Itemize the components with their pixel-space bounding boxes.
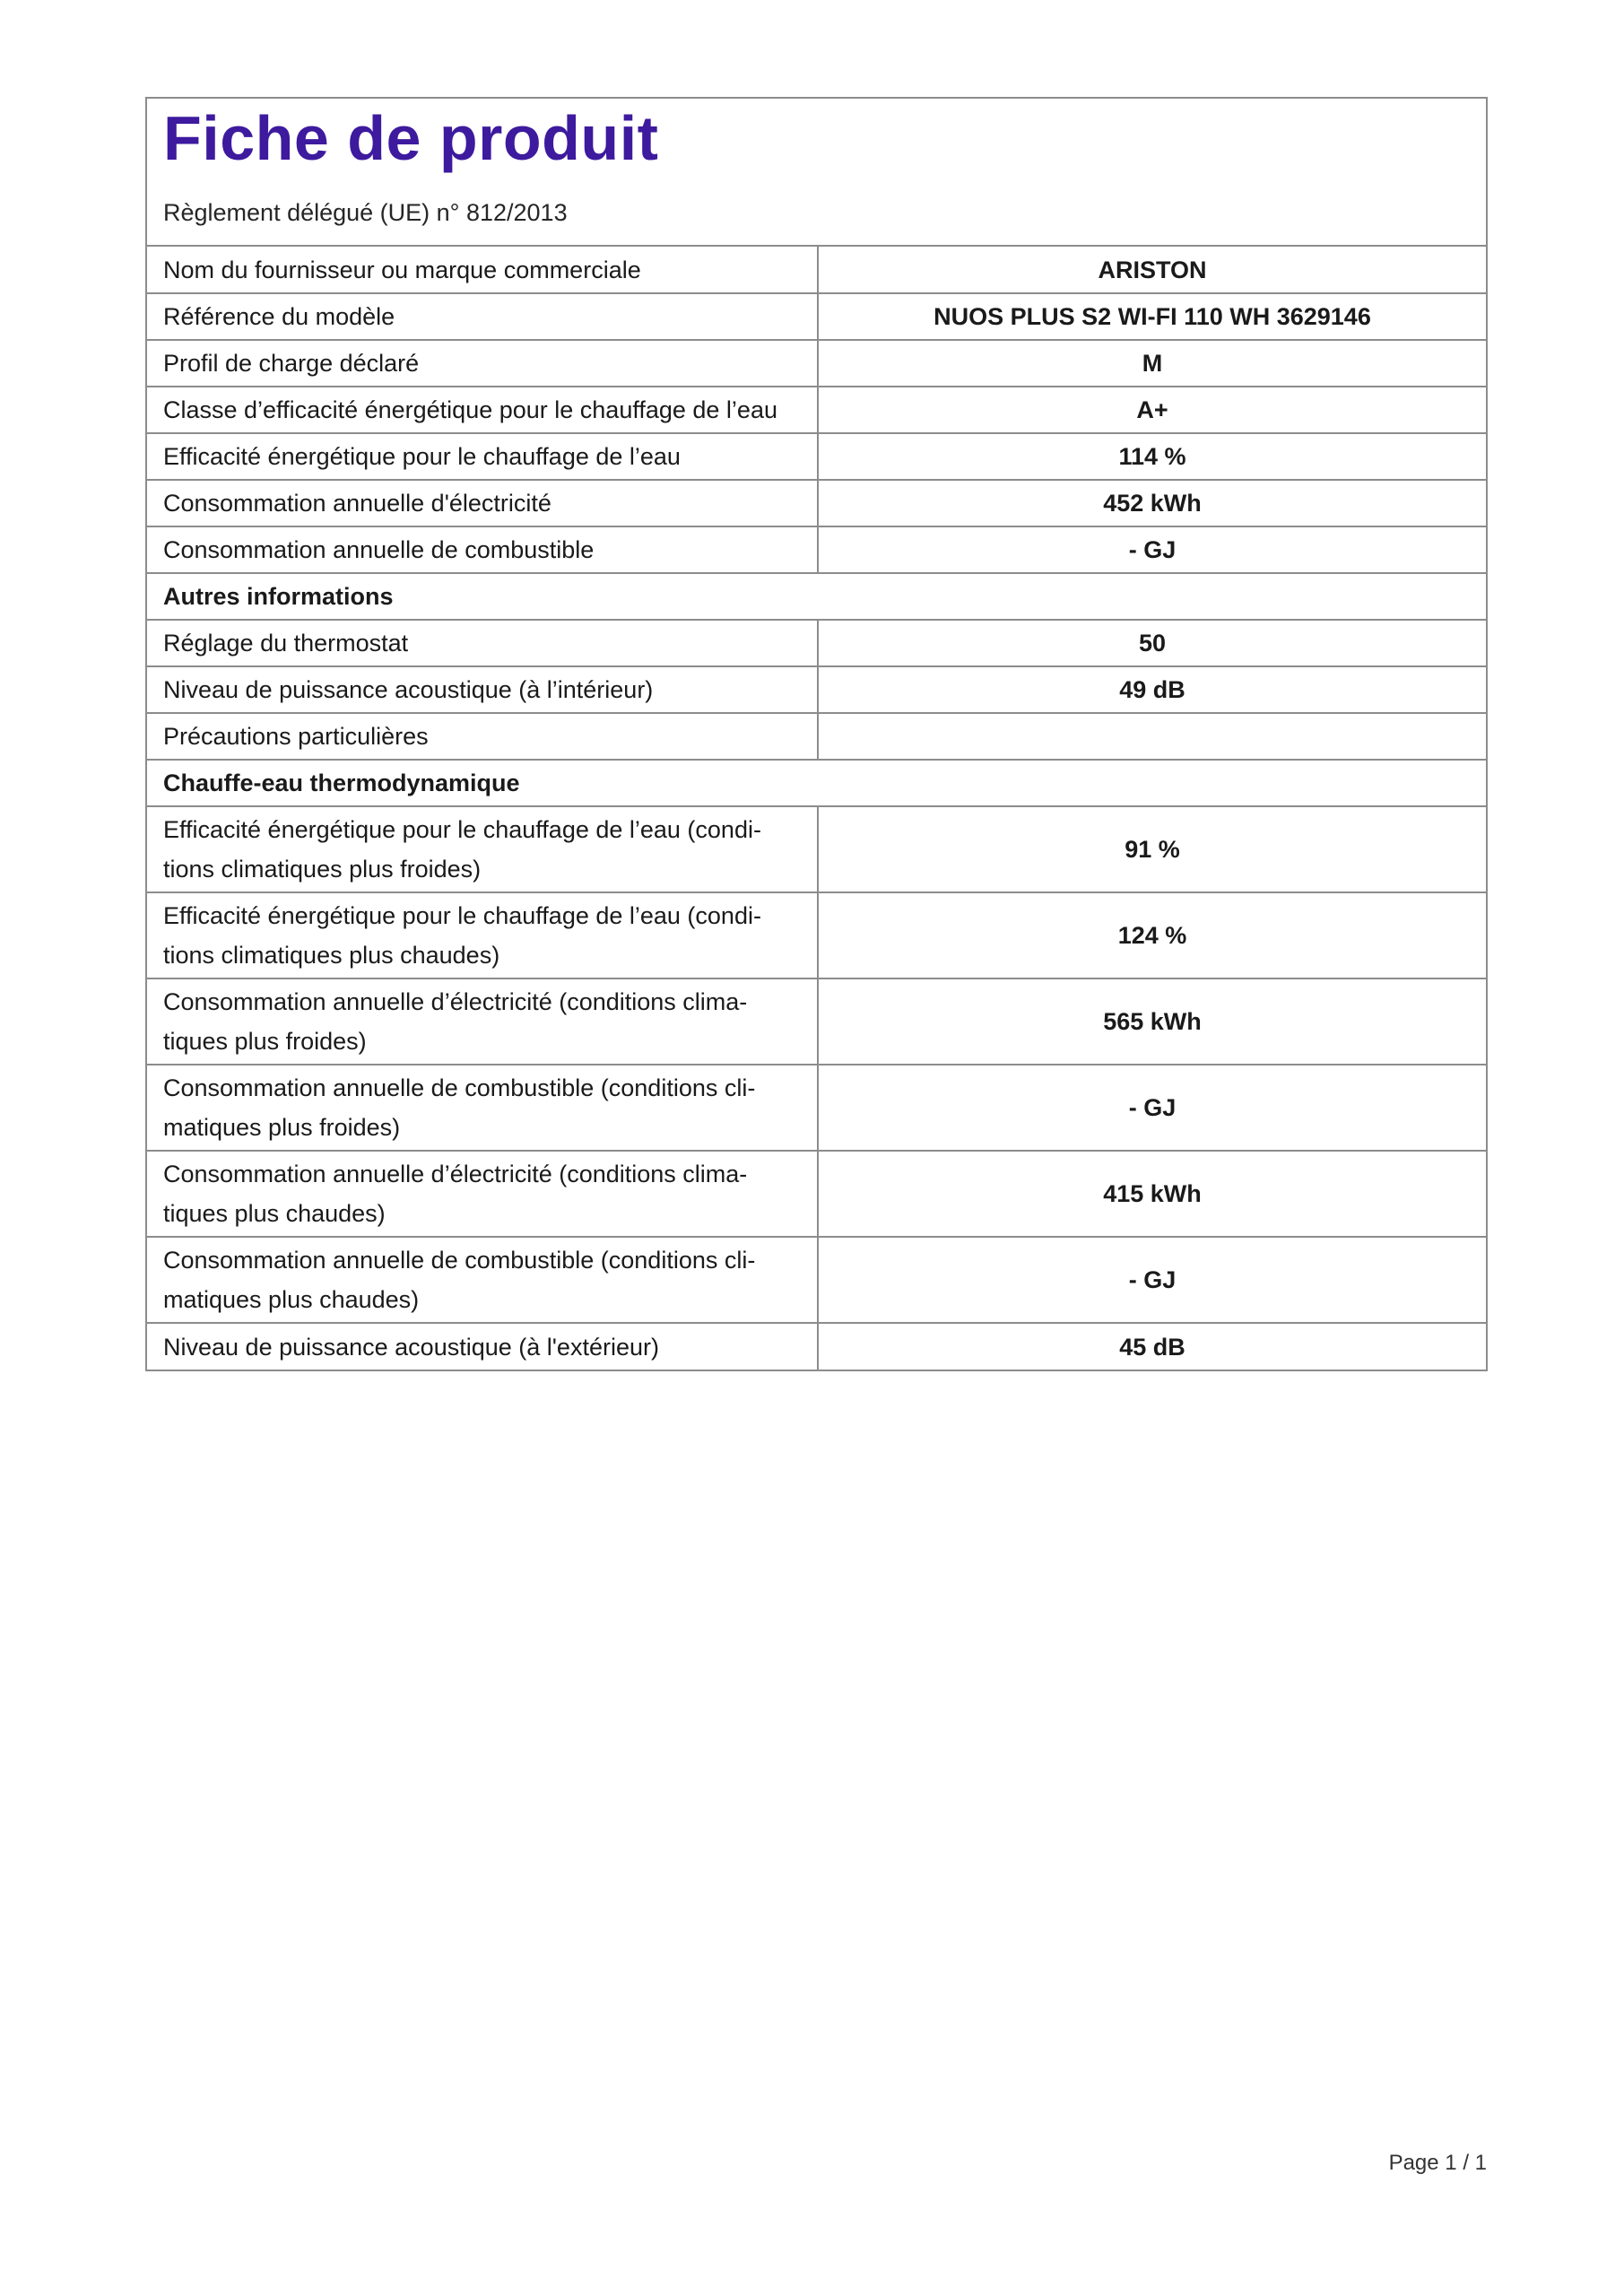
row-label-line: Consommation annuelle d’électricité (conditions clima-: [163, 988, 748, 1015]
section-title-other: Autres informations: [147, 573, 1486, 620]
row-label-line: Consommation annuelle de combustible (conditions cli-: [163, 1074, 756, 1101]
row-label: Classe d’efficacité énergétique pour le chauffage de l’eau: [147, 387, 818, 433]
row-label-line: Efficacité énergétique pour le chauffage de l’eau (condi-: [163, 902, 761, 929]
row-value: - GJ: [818, 1237, 1486, 1323]
row-value: - GJ: [818, 1065, 1486, 1151]
row-value: 565 kWh: [818, 978, 1486, 1065]
page-number: Page 1 / 1: [1388, 2151, 1487, 2175]
table-row: [147, 247, 1486, 293]
section-title-heatpump: Chauffe-eau thermodynamique: [147, 760, 1486, 806]
table-row: [147, 978, 1486, 1065]
table-row: [147, 433, 1486, 480]
row-label: Référence du modèle: [147, 293, 818, 340]
row-label: Précautions particulières: [147, 713, 818, 760]
row-label: Consommation annuelle de combustible: [147, 526, 818, 573]
table-row: [147, 293, 1486, 340]
row-value: 114 %: [818, 433, 1486, 480]
row-value: A+: [818, 387, 1486, 433]
row-value: 452 kWh: [818, 480, 1486, 526]
row-value: 49 dB: [818, 666, 1486, 713]
row-value: ARISTON: [1098, 256, 1207, 283]
row-value: 50: [818, 620, 1486, 666]
row-label: Efficacité énergétique pour le chauffage de l’eau: [147, 433, 818, 480]
row-label: Réglage du thermostat: [147, 620, 818, 666]
table-row: [147, 480, 1486, 526]
product-data-table: [147, 247, 1486, 1370]
row-value: - GJ: [818, 526, 1486, 573]
page-title: Fiche de produit: [163, 103, 659, 173]
row-label-line: Consommation annuelle de combustible (conditions cli-: [163, 1247, 756, 1274]
row-label-line: matiques plus chaudes): [163, 1286, 420, 1313]
row-label: [147, 1237, 818, 1323]
row-label: Profil de charge déclaré: [147, 340, 818, 387]
row-label: Niveau de puissance acoustique (à l'extérieur): [147, 1323, 818, 1370]
row-label: [147, 892, 818, 978]
product-sheet: [145, 97, 1488, 1371]
regulation-reference: Règlement délégué (UE) n° 812/2013: [163, 199, 568, 226]
row-label: [147, 806, 818, 892]
table-row: [147, 1065, 1486, 1151]
row-label: [147, 1151, 818, 1237]
table-row: [147, 666, 1486, 713]
row-label: [147, 978, 818, 1065]
table-row: [147, 340, 1486, 387]
row-value: NUOS PLUS S2 WI-FI 110 WH 3629146: [818, 293, 1486, 340]
table-row: [147, 1151, 1486, 1237]
row-label-line: tiques plus chaudes): [163, 1200, 386, 1227]
table-row: [147, 892, 1486, 978]
row-value: 45 dB: [818, 1323, 1486, 1370]
table-row: [147, 713, 1486, 760]
table-row: [147, 387, 1486, 433]
row-label-line: Consommation annuelle d’électricité (conditions clima-: [163, 1161, 748, 1187]
table-row: [147, 806, 1486, 892]
row-label: Consommation annuelle d'électricité: [147, 480, 818, 526]
section-header-row: [147, 760, 1486, 806]
row-label-line: tions climatiques plus chaudes): [163, 942, 500, 969]
section-header-row: [147, 573, 1486, 620]
table-row: [147, 526, 1486, 573]
row-value: M: [818, 340, 1486, 387]
row-label-line: Efficacité énergétique pour le chauffage de l’eau (condi-: [163, 816, 761, 843]
row-value: 415 kWh: [818, 1151, 1486, 1237]
row-value: 91 %: [818, 806, 1486, 892]
table-row: [147, 620, 1486, 666]
row-label-line: tions climatiques plus froides): [163, 856, 482, 883]
row-label: [147, 1065, 818, 1151]
row-value: 124 %: [818, 892, 1486, 978]
sheet-header: [147, 99, 1486, 247]
row-label: Nom du fournisseur ou marque commerciale: [147, 247, 818, 293]
table-row: [147, 1323, 1486, 1370]
row-label-line: matiques plus froides): [163, 1114, 401, 1141]
row-value: [818, 713, 1486, 760]
row-label: Niveau de puissance acoustique (à l’intérieur): [147, 666, 818, 713]
row-label-line: tiques plus froides): [163, 1028, 367, 1055]
table-row: [147, 1237, 1486, 1323]
